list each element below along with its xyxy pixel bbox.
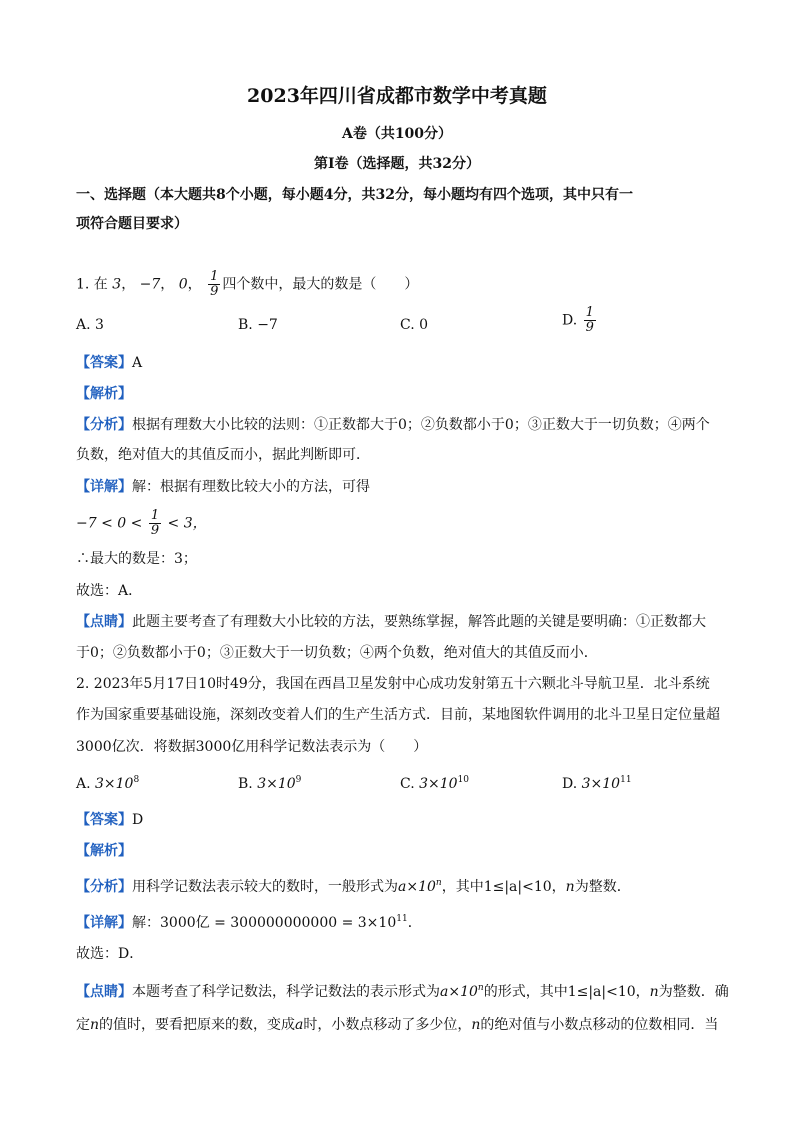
q1-option-d: D. $\frac{1}{9}$ bbox=[562, 305, 594, 335]
q1-fenxi-line2: 负数，绝对值大的其值反而小，据此判断即可． bbox=[76, 447, 370, 463]
q2-fenxi: 【分析】用科学记数法表示较大的数时，一般形式为$a\times 10^n$，其中1≤|a|<10，n为整数． bbox=[76, 878, 631, 895]
question-2-line1: 2. 2023年5月17日10时49分，我国在西昌卫星发射中心成功发射第五十六颗北斗导航卫星．北斗系统 bbox=[76, 676, 710, 692]
section-instruction-line1: 一、选择题（本大题共8个小题，每小题4分，共32分，每小题均有四个选项，其中只有一 bbox=[76, 187, 633, 203]
q1-option-a: A. 3 bbox=[76, 317, 104, 333]
section-instruction-line2: 项符合题目要求） bbox=[76, 216, 188, 232]
q2-option-b: B. $3\times 10^9$ bbox=[238, 775, 302, 792]
q1-value-3: 0 bbox=[178, 276, 188, 293]
question-1-stem: 1. 在 3， −7， 0， $\frac{1}{9}$ 四个数中，最大的数是（ ） bbox=[76, 269, 419, 299]
q1-option-c: C. 0 bbox=[400, 317, 429, 333]
q1-choice: 故选：A． bbox=[76, 583, 143, 599]
question-2-line3: 3000亿次．将数据3000亿用科学记数法表示为（ ） bbox=[76, 739, 428, 755]
q2-option-c: C. $3\times 10^{10}$ bbox=[400, 775, 470, 792]
q2-detail: 【详解】解：3000亿 = $300000000000 = 3\times 10^{11}$． bbox=[76, 914, 422, 931]
q2-choice: 故选：D． bbox=[76, 946, 144, 962]
q1-fenxi-line1: 【分析】根据有理数大小比较的法则：①正数都大于0；②负数都小于0；③正数大于一切负数；④两个 bbox=[76, 417, 710, 433]
question-2-line2: 作为国家重要基础设施，深刻改变着人们的生产生活方式．目前，某地图软件调用的北斗卫星日定位量超 bbox=[76, 707, 720, 723]
q1-dianjing-line2: 于0；②负数都小于0；③正数大于一切负数；④两个负数，绝对值大的其值反而小． bbox=[76, 645, 598, 661]
page-title: 2023年四川省成都市数学中考真题 bbox=[247, 85, 547, 107]
q2-dianjing-line2: 定n的值时，要看把原来的数，变成a时，小数点移动了多少位，n的绝对值与小数点移动的位数相同．当 bbox=[76, 1017, 719, 1033]
q1-analysis-heading: 【解析】 bbox=[76, 386, 132, 402]
q1-option-b: B. −7 bbox=[238, 317, 278, 333]
q1-value-1: 3 bbox=[112, 276, 122, 293]
part-heading: 第I卷（选择题，共32分） bbox=[313, 156, 481, 172]
q2-dianjing-line1: 【点睛】本题考查了科学记数法，科学记数法的表示形式为$a\times 10^n$的形式，其中1≤|a|<10，n为整数．确 bbox=[76, 983, 729, 1000]
q1-dianjing-line1: 【点睛】此题主要考查了有理数大小比较的方法，要熟练掌握，解答此题的关键是要明确：①正数都大 bbox=[76, 614, 706, 630]
q1-value-2: −7 bbox=[139, 276, 161, 293]
q2-option-d: D. $3\times 10^{11}$ bbox=[562, 775, 632, 792]
q1-fraction: $\frac{1}{9}$ bbox=[210, 269, 219, 299]
q1-suffix: 四个数中，最大的数是（ ） bbox=[222, 276, 419, 293]
q1-prefix: 1. 在 bbox=[76, 276, 108, 293]
q2-option-a: A. $3\times 10^8$ bbox=[76, 775, 140, 792]
volume-heading: A卷（共100分） bbox=[341, 126, 453, 142]
q1-inequality: −7 < 0 < $\frac{1}{9}$ < 3， bbox=[76, 508, 207, 538]
q1-detail: 【详解】解：根据有理数比较大小的方法，可得 bbox=[76, 479, 370, 495]
q1-conclusion: ∴最大的数是：3； bbox=[76, 551, 197, 567]
q2-analysis-heading: 【解析】 bbox=[76, 843, 132, 859]
q1-answer: 【答案】A bbox=[76, 355, 143, 371]
q2-answer: 【答案】D bbox=[76, 812, 144, 828]
